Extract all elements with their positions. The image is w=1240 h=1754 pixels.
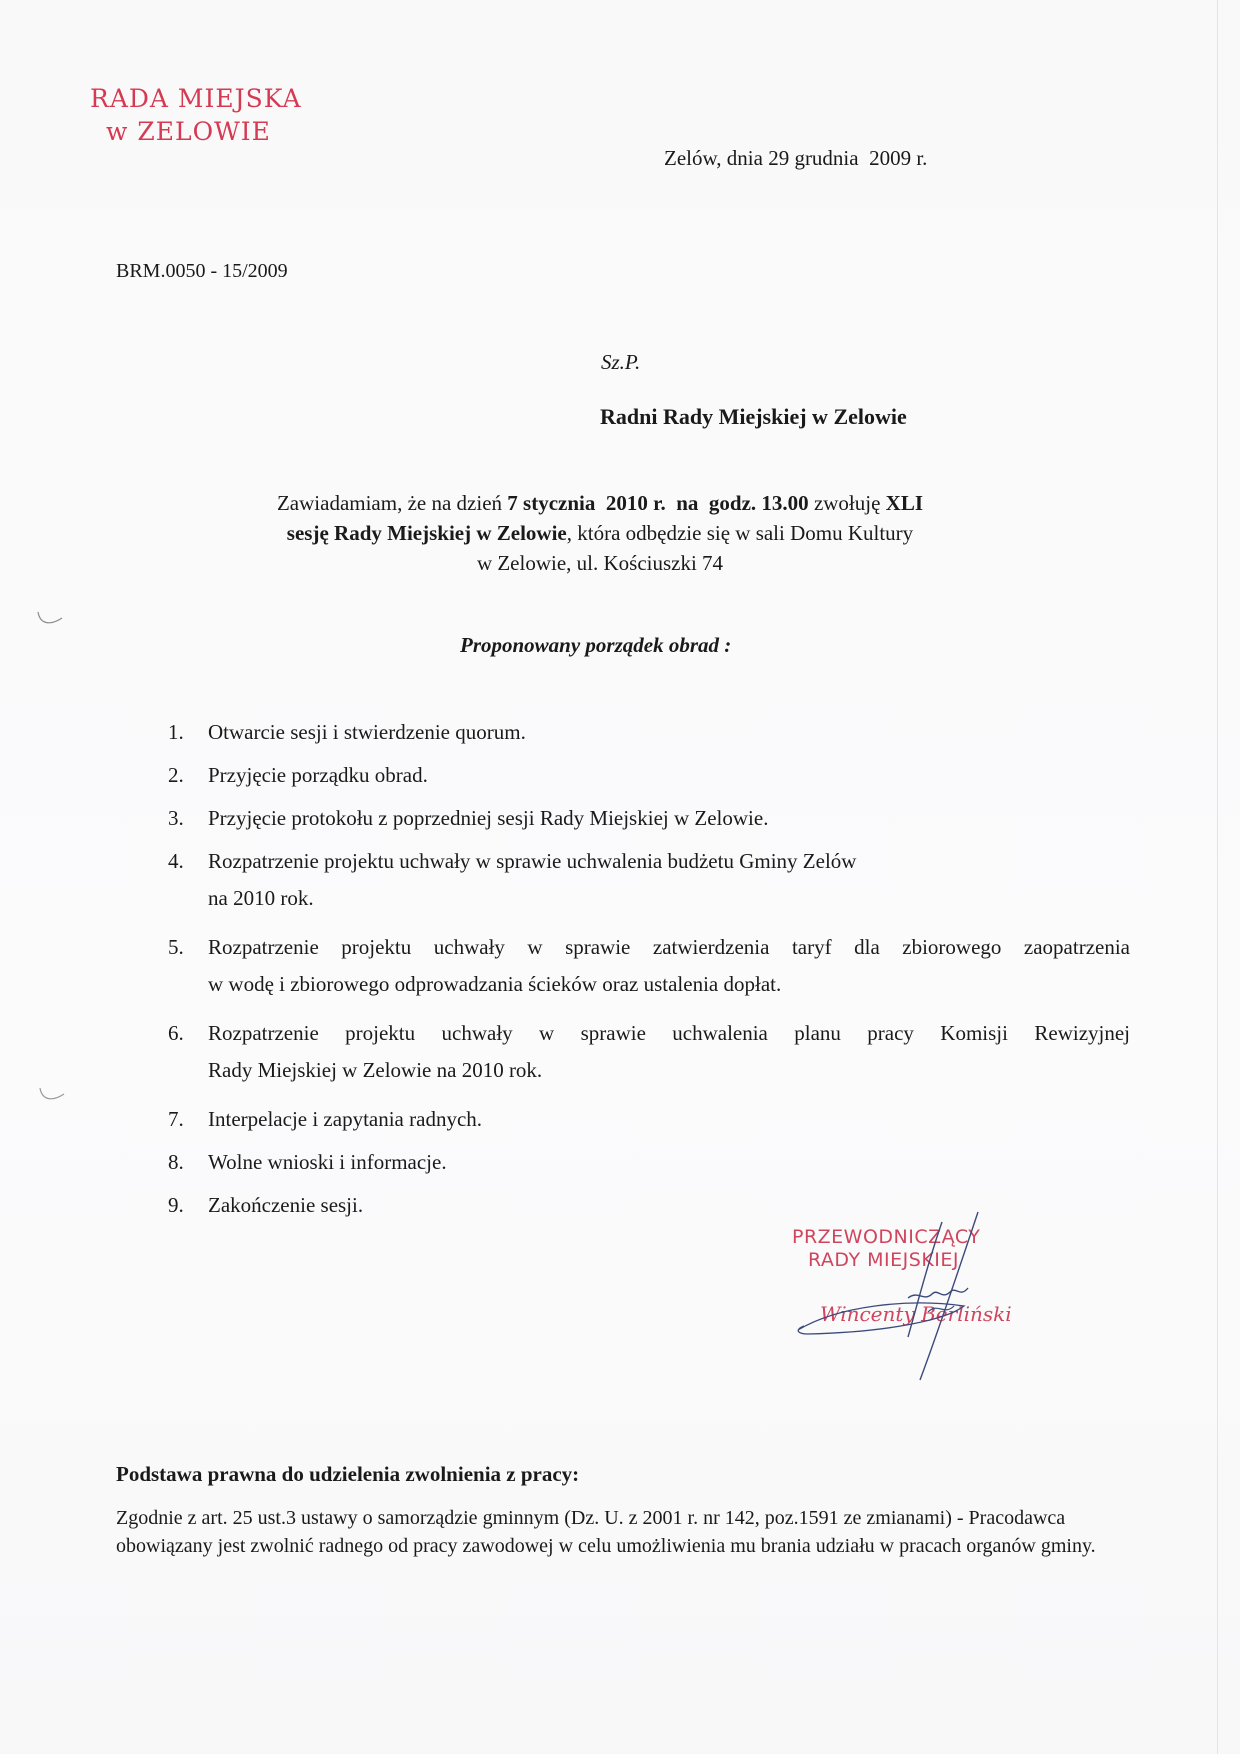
agenda-item-text: Interpelacje i zapytania radnych.	[208, 1107, 483, 1131]
agenda-item-text-cont: w wodę i zbiorowego odprowadzania ścieków oraz ustalenia dopłat.	[208, 972, 782, 996]
recipient: Radni Rady Miejskiej w Zelowie	[600, 404, 907, 429]
margin-tick-icon	[34, 610, 66, 630]
agenda-item	[168, 716, 1130, 748]
agenda-item-text-cont: na 2010 rok.	[208, 886, 314, 910]
agenda-item-text: Przyjęcie protokołu z poprzedniej sesji Rady Miejskiej w Zelowie.	[208, 806, 769, 830]
agenda-item-text: Rozpatrzenie projektu uchwały w sprawie uchwalenia planu pracy Komisji Rewizyjnej	[208, 1021, 1130, 1045]
agenda-list	[168, 716, 1130, 1232]
agenda-item-number: 5.	[168, 935, 184, 959]
agenda-item-text: Otwarcie sesji i stwierdzenie quorum.	[208, 720, 526, 744]
agenda-item-number: 4.	[168, 849, 184, 873]
agenda-item-number: 1.	[168, 720, 184, 744]
intro-line-3: w Zelowie, ul. Kościuszki 74	[476, 551, 724, 575]
agenda-item-text: Wolne wnioski i informacje.	[208, 1150, 447, 1174]
agenda-item	[168, 1017, 1130, 1092]
reference-number: BRM.0050 - 15/2009	[116, 260, 288, 282]
chairman-signature-stamp	[788, 1222, 1048, 1372]
margin-tick-icon	[36, 1086, 68, 1106]
stamp-line-2: w ZELOWIE	[106, 117, 271, 146]
legal-basis-heading: Podstawa prawna do udzielenia zwolnienia z pracy:	[116, 1462, 580, 1486]
salutation: Sz.P.	[601, 350, 641, 374]
agenda-item-number: 2.	[168, 763, 184, 787]
document-date: Zelów, dnia 29 grudnia 2009 r.	[664, 146, 928, 170]
legal-basis-text: Zgodnie z art. 25 ust.3 ustawy o samorządzie gminnym (Dz. U. z 2001 r. nr 142, poz.1591 ze zmianami) - Pracodawca obowiązany jest zwolnić radnego od pracy zawodowej w celu umożliwienia mu brania udziału w pracach organów gminy.	[116, 1507, 1096, 1557]
agenda-item-text: Przyjęcie porządku obrad.	[208, 763, 428, 787]
agenda-item	[168, 931, 1130, 1006]
agenda-item-text: Rozpatrzenie projektu uchwały w sprawie uchwalenia budżetu Gminy Zelów	[208, 849, 857, 873]
scan-edge	[1217, 0, 1218, 1754]
agenda-item-text-cont: Rady Miejskiej w Zelowie na 2010 rok.	[208, 1058, 543, 1082]
agenda-title: Proponowany porządek obrad :	[460, 633, 732, 657]
agenda-item-text: Rozpatrzenie projektu uchwały w sprawie zatwierdzenia taryf dla zbiorowego zaopatrzenia	[208, 935, 1130, 959]
signature-title-1: PRZEWODNICZĄCY	[792, 1226, 981, 1248]
agenda-item-number: 8.	[168, 1150, 184, 1174]
agenda-item	[168, 1146, 1130, 1178]
handwritten-signature-icon	[768, 1202, 1068, 1392]
agenda-item-number: 9.	[168, 1193, 184, 1217]
signature-title-2: RADY MIEJSKIEJ	[808, 1249, 960, 1271]
agenda-item-number: 6.	[168, 1021, 184, 1045]
intro-paragraph	[180, 488, 1020, 578]
agenda-item	[168, 1103, 1130, 1135]
stamp-line-1: RADA MIEJSKA	[90, 84, 302, 113]
agenda-item	[168, 802, 1130, 834]
agenda-item-number: 3.	[168, 806, 184, 830]
signatory-name: Wincenty Berliński	[820, 1302, 1012, 1326]
agenda-item-number: 7.	[168, 1107, 184, 1131]
agenda-item	[168, 845, 1130, 920]
intro-line-1: Zawiadamiam, że na dzień 7 stycznia 2010 r. na godz. 13.00 zwołuję XLI	[276, 491, 924, 515]
agenda-item	[168, 759, 1130, 791]
agenda-item-text: Zakończenie sesji.	[208, 1193, 364, 1217]
council-stamp	[90, 82, 330, 148]
intro-line-2: sesję Rady Miejskiej w Zelowie, która odbędzie się w sali Domu Kultury	[286, 521, 914, 545]
